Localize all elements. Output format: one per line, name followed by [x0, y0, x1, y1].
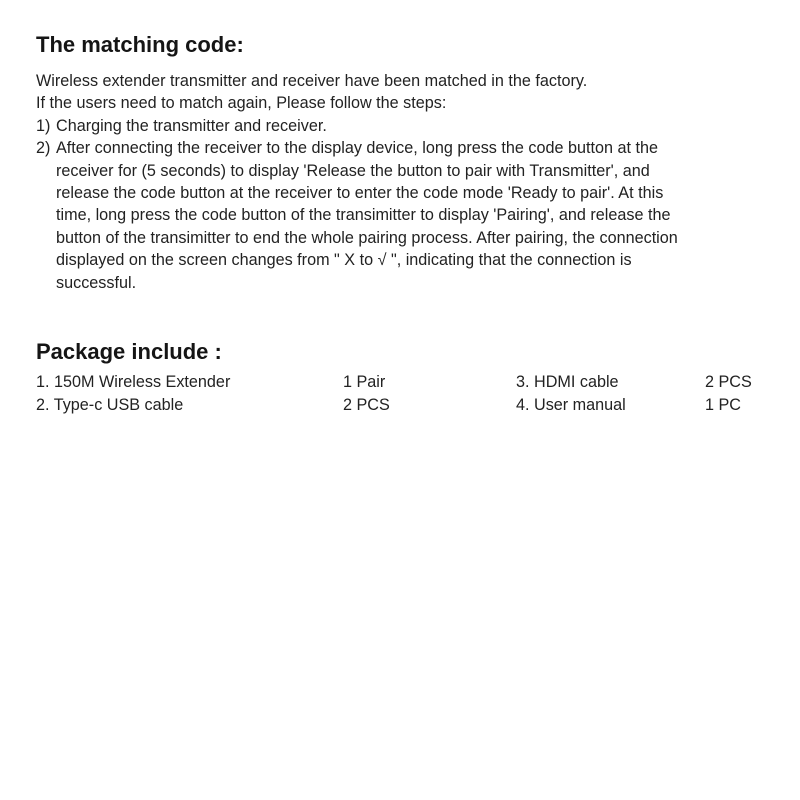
step-text-line: release the code button at the receiver to enter the code mode 'Ready to pair'. At this — [56, 184, 664, 203]
step-2 — [36, 137, 786, 294]
step-number: 1) — [36, 116, 51, 135]
package-row — [36, 371, 776, 394]
step-text-line: After connecting the receiver to the display device, long press the code button at the — [56, 139, 659, 158]
package-include-heading: Package include : — [36, 339, 222, 364]
intro-line: If the users need to match again, Please follow the steps: — [36, 94, 447, 113]
package-item: 4. User manual — [516, 396, 626, 414]
intro-line: Wireless extender transmitter and receiver have been matched in the factory. — [36, 72, 588, 90]
package-quantity: 1 Pair — [343, 373, 386, 391]
step-text — [56, 137, 786, 294]
package-item: 1. 150M Wireless Extender — [36, 373, 231, 391]
step-text-line: time, long press the code button of the transimitter to display 'Pairing', and release the — [56, 206, 671, 225]
step-text-line: receiver for (5 seconds) to display 'Release the button to pair with Transmitter', and — [56, 161, 650, 180]
step-text-line: button of the transimitter to end the whole pairing process. After pairing, the connection — [56, 228, 678, 247]
step-text-line: successful. — [56, 273, 137, 292]
package-item: 3. HDMI cable — [516, 373, 619, 391]
package-row — [36, 394, 776, 417]
package-item: 2. Type-c USB cable — [36, 396, 184, 414]
step-number: 2) — [36, 139, 51, 158]
package-quantity: 1 PC — [705, 396, 741, 414]
step-1 — [36, 115, 786, 137]
package-quantity: 2 PCS — [343, 396, 390, 414]
step-text-line: displayed on the screen changes from " X to √ ", indicating that the connection is — [56, 251, 632, 270]
package-quantity: 2 PCS — [705, 373, 752, 391]
matching-instructions — [36, 70, 786, 294]
step-text: Charging the transmitter and receiver. — [56, 116, 327, 135]
matching-code-heading: The matching code: — [36, 32, 244, 57]
package-list — [36, 371, 776, 417]
